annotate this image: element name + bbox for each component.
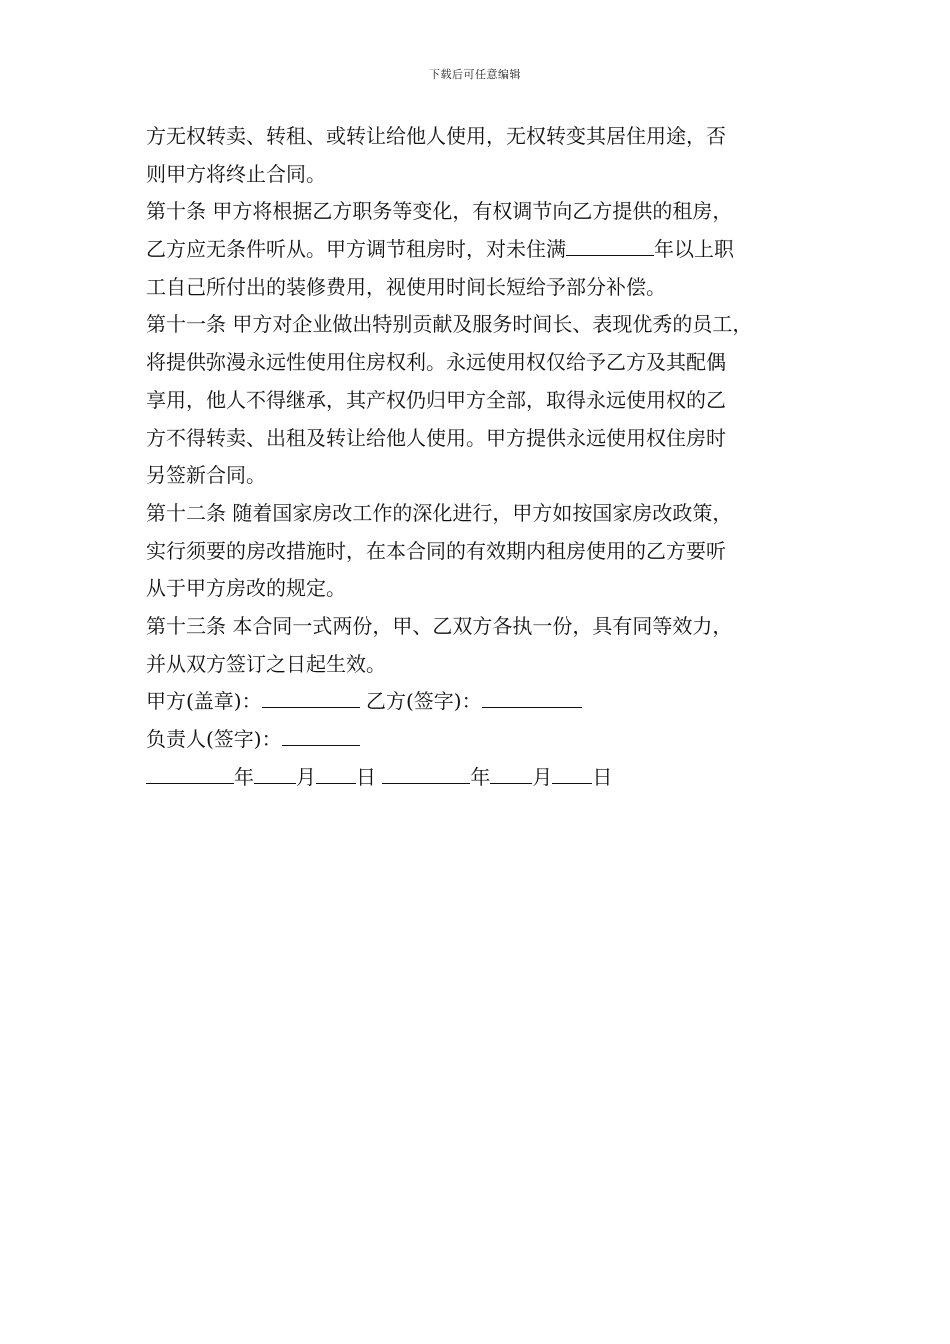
body-line: 另签新合同。 (146, 463, 266, 488)
date-line (146, 759, 816, 797)
party-a-signature-field[interactable] (262, 689, 360, 708)
signature-parties-line (146, 683, 816, 721)
party-b-day-field[interactable] (552, 765, 592, 784)
month-label: 月 (296, 764, 316, 789)
body-line-with-blank (146, 231, 816, 269)
party-a-month-field[interactable] (254, 765, 296, 784)
contract-body (146, 118, 816, 796)
body-line: 则甲方将终止合同。 (146, 161, 326, 186)
body-line: 享用，他人不得继承，其产权仍归甲方全部，取得永远使用权的乙 (146, 387, 726, 412)
article-12-heading-line: 第十二条 随着国家房改工作的深化进行，甲方如按国家房改政策， (146, 500, 733, 525)
body-text-segment: 乙方应无条件听从。甲方调节租房时，对未住满 (146, 237, 566, 262)
header-note: 下载后可任意编辑 (429, 68, 521, 81)
responsible-label: 负责人(签字)： (146, 727, 282, 751)
day-label: 日 (592, 764, 613, 789)
article-10-heading-line: 第十条 甲方将根据乙方职务等变化，有权调节向乙方提供的租房， (146, 199, 733, 224)
body-line: 实行须要的房改措施时，在本合同的有效期内租房使用的乙方要听 (146, 538, 726, 563)
responsible-person-line (146, 721, 816, 759)
party-b-month-field[interactable] (490, 765, 532, 784)
body-line: 方无权转卖、转租、或转让给他人使用，无权转变其居住用途，否 (146, 124, 726, 148)
body-line: 从于甲方房改的规定。 (146, 576, 346, 601)
years-blank-field[interactable] (566, 237, 654, 256)
party-a-day-field[interactable] (316, 765, 356, 784)
body-text-segment: 年以上职 (654, 237, 734, 262)
party-b-year-field[interactable] (382, 765, 470, 784)
article-13-heading-line: 第十三条 本合同一式两份，甲、乙双方各执一份，具有同等效力， (146, 613, 733, 638)
day-label: 日 (356, 764, 376, 789)
year-label: 年 (234, 764, 254, 789)
article-11-heading-line: 第十一条 甲方对企业做出特别贡献及服务时间长、表现优秀的员工， (146, 312, 753, 337)
party-b-label: 乙方(签字)： (365, 689, 482, 714)
body-line: 并从双方签订之日起生效。 (146, 651, 386, 676)
responsible-signature-field[interactable] (282, 727, 360, 746)
party-a-label: 甲方(盖章)： (146, 689, 262, 714)
body-line: 工自己所付出的装修费用，视使用时间长短给予部分补偿。 (146, 274, 666, 299)
body-line: 方不得转卖、出租及转让给他人使用。甲方提供永远使用权住房时 (146, 425, 726, 450)
party-b-signature-field[interactable] (482, 689, 582, 708)
body-line: 将提供弥漫永远性使用住房权利。永远使用权仅给予乙方及其配偶 (146, 350, 726, 375)
month-label: 月 (532, 764, 553, 789)
year-label: 年 (470, 764, 491, 789)
party-a-year-field[interactable] (146, 765, 234, 784)
